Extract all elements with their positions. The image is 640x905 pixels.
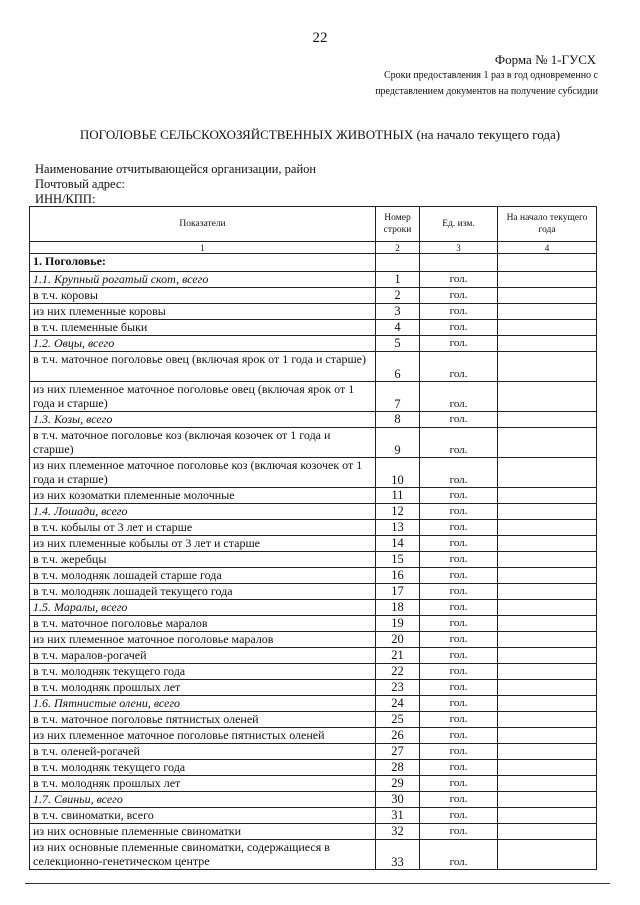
table-row: [30, 776, 597, 792]
table-row: [30, 664, 597, 680]
table-row: [30, 428, 597, 458]
row-number: 10: [376, 458, 420, 488]
indicator-label: 1.2. Овцы, всего: [30, 336, 376, 352]
value-cell[interactable]: [498, 428, 597, 458]
indicator-label: из них основные племенные свиноматки: [30, 824, 376, 840]
unit-cell: гол.: [420, 696, 498, 712]
column-index: 4: [498, 242, 597, 254]
row-number: 33: [376, 840, 420, 870]
footer-divider: [25, 883, 610, 884]
value-cell[interactable]: [498, 696, 597, 712]
table-row: [30, 272, 597, 288]
value-cell[interactable]: [498, 840, 597, 870]
indicator-label: в т.ч. свиноматки, всего: [30, 808, 376, 824]
value-cell[interactable]: [498, 288, 597, 304]
value-cell[interactable]: [498, 664, 597, 680]
indicator-label: 1.1. Крупный рогатый скот, всего: [30, 272, 376, 288]
value-cell[interactable]: [498, 600, 597, 616]
document-title: ПОГОЛОВЬЕ СЕЛЬСКОХОЗЯЙСТВЕННЫХ ЖИВОТНЫХ (на начало текущего года): [79, 127, 561, 142]
value-cell[interactable]: [498, 744, 597, 760]
row-number: 30: [376, 792, 420, 808]
value-cell[interactable]: [498, 776, 597, 792]
indicator-label: в т.ч. молодняк текущего года: [30, 760, 376, 776]
row-number: 12: [376, 504, 420, 520]
value-cell[interactable]: [498, 648, 597, 664]
table-row: [30, 648, 597, 664]
section-title: 1. Поголовье:: [30, 254, 376, 272]
header-unit: Ед. изм.: [420, 207, 498, 242]
indicator-label: в т.ч. оленей-рогачей: [30, 744, 376, 760]
table-row: [30, 808, 597, 824]
unit-cell: гол.: [420, 632, 498, 648]
row-number: 1: [376, 272, 420, 288]
table-row: [30, 568, 597, 584]
row-number: 25: [376, 712, 420, 728]
empty-cell: [420, 254, 498, 272]
unit-cell: гол.: [420, 776, 498, 792]
indicator-label: в т.ч. молодняк лошадей старше года: [30, 568, 376, 584]
column-index: 2: [376, 242, 420, 254]
value-cell[interactable]: [498, 504, 597, 520]
indicator-label: в т.ч. кобылы от 3 лет и старше: [30, 520, 376, 536]
indicator-label: в т.ч. маточное поголовье овец (включая ярок от 1 года и старше): [30, 352, 376, 382]
value-cell[interactable]: [498, 536, 597, 552]
row-number: 17: [376, 584, 420, 600]
unit-cell: гол.: [420, 488, 498, 504]
row-number: 3: [376, 304, 420, 320]
value-cell[interactable]: [498, 792, 597, 808]
section-row: [30, 254, 597, 272]
form-title: Форма № 1-ГУСХ: [494, 52, 596, 67]
indicator-label: в т.ч. молодняк текущего года: [30, 664, 376, 680]
indicator-label: из них племенное маточное поголовье коз (включая козочек от 1 года и старше): [30, 458, 376, 488]
unit-cell: гол.: [420, 808, 498, 824]
empty-cell: [376, 254, 420, 272]
column-index: 1: [30, 242, 376, 254]
row-number: 7: [376, 382, 420, 412]
table-row: [30, 600, 597, 616]
value-cell[interactable]: [498, 728, 597, 744]
value-cell[interactable]: [498, 616, 597, 632]
unit-cell: гол.: [420, 504, 498, 520]
row-number: 23: [376, 680, 420, 696]
table-row: [30, 696, 597, 712]
table-row: [30, 712, 597, 728]
indicator-label: 1.3. Козы, всего: [30, 412, 376, 428]
row-number: 22: [376, 664, 420, 680]
unit-cell: гол.: [420, 520, 498, 536]
table-body: [30, 254, 597, 870]
indicator-label: в т.ч. молодняк прошлых лет: [30, 776, 376, 792]
unit-cell: гол.: [420, 304, 498, 320]
table-row: [30, 744, 597, 760]
header-indicators: Показатели: [30, 207, 376, 242]
unit-cell: гол.: [420, 382, 498, 412]
table-row: [30, 792, 597, 808]
value-cell[interactable]: [498, 808, 597, 824]
table-row: [30, 288, 597, 304]
table-row: [30, 352, 597, 382]
row-number: 20: [376, 632, 420, 648]
value-cell[interactable]: [498, 520, 597, 536]
organization-info: [35, 162, 316, 207]
table-row: [30, 584, 597, 600]
unit-cell: гол.: [420, 568, 498, 584]
row-number: 32: [376, 824, 420, 840]
table-row: [30, 552, 597, 568]
row-number: 26: [376, 728, 420, 744]
header-start-of-year: На начало текущего года: [498, 207, 597, 242]
indicator-label: в т.ч. молодняк прошлых лет: [30, 680, 376, 696]
unit-cell: гол.: [420, 616, 498, 632]
column-index: 3: [420, 242, 498, 254]
row-number: 11: [376, 488, 420, 504]
value-cell[interactable]: [498, 304, 597, 320]
livestock-table: [29, 206, 597, 870]
row-number: 19: [376, 616, 420, 632]
value-cell[interactable]: [498, 680, 597, 696]
indicator-label: из них основные племенные свиноматки, содержащиеся в селекционно-генетическом центре: [30, 840, 376, 870]
row-number: 21: [376, 648, 420, 664]
table-row: [30, 520, 597, 536]
value-cell[interactable]: [498, 568, 597, 584]
row-number: 27: [376, 744, 420, 760]
value-cell[interactable]: [498, 712, 597, 728]
inn-kpp-label: ИНН/КПП:: [35, 192, 96, 206]
table-row: [30, 632, 597, 648]
table-row: [30, 304, 597, 320]
unit-cell: гол.: [420, 458, 498, 488]
value-cell[interactable]: [498, 336, 597, 352]
unit-cell: гол.: [420, 272, 498, 288]
indicator-label: из них племенное маточное поголовье овец (включая ярок от 1 года и старше): [30, 382, 376, 412]
indicator-label: из них племенное маточное поголовье пятнистых оленей: [30, 728, 376, 744]
value-cell[interactable]: [498, 272, 597, 288]
indicator-label: из них племенные кобылы от 3 лет и старше: [30, 536, 376, 552]
table-row: [30, 728, 597, 744]
postal-address-label: Почтовый адрес:: [35, 177, 125, 191]
indicator-label: 1.6. Пятнистые олени, всего: [30, 696, 376, 712]
row-number: 15: [376, 552, 420, 568]
indicator-label: в т.ч. маралов-рогачей: [30, 648, 376, 664]
row-number: 5: [376, 336, 420, 352]
unit-cell: гол.: [420, 760, 498, 776]
header-row-number: Номер строки: [376, 207, 420, 242]
value-cell[interactable]: [498, 824, 597, 840]
value-cell[interactable]: [498, 352, 597, 382]
unit-cell: гол.: [420, 412, 498, 428]
indicator-label: в т.ч. молодняк лошадей текущего года: [30, 584, 376, 600]
unit-cell: гол.: [420, 320, 498, 336]
table-row: [30, 488, 597, 504]
empty-cell: [498, 254, 597, 272]
unit-cell: гол.: [420, 680, 498, 696]
indicator-label: в т.ч. жеребцы: [30, 552, 376, 568]
table-row: [30, 320, 597, 336]
value-cell[interactable]: [498, 584, 597, 600]
indicator-label: в т.ч. маточное поголовье коз (включая козочек от 1 года и старше): [30, 428, 376, 458]
row-number: 2: [376, 288, 420, 304]
unit-cell: гол.: [420, 744, 498, 760]
unit-cell: гол.: [420, 552, 498, 568]
row-number: 6: [376, 352, 420, 382]
value-cell[interactable]: [498, 412, 597, 428]
unit-cell: гол.: [420, 428, 498, 458]
unit-cell: гол.: [420, 352, 498, 382]
value-cell[interactable]: [498, 458, 597, 488]
row-number: 31: [376, 808, 420, 824]
indicator-label: в т.ч. маточное поголовье пятнистых оленей: [30, 712, 376, 728]
value-cell[interactable]: [498, 382, 597, 412]
table-row: [30, 382, 597, 412]
indicator-label: в т.ч. коровы: [30, 288, 376, 304]
table-row: [30, 336, 597, 352]
value-cell[interactable]: [498, 488, 597, 504]
value-cell[interactable]: [498, 320, 597, 336]
value-cell[interactable]: [498, 632, 597, 648]
unit-cell: гол.: [420, 728, 498, 744]
page-number: 22: [312, 30, 328, 46]
unit-cell: гол.: [420, 584, 498, 600]
form-note-line: Сроки предоставления 1 раз в год одновременно с: [383, 70, 598, 81]
indicator-label: из них племенное маточное поголовье маралов: [30, 632, 376, 648]
row-number: 14: [376, 536, 420, 552]
value-cell[interactable]: [498, 552, 597, 568]
row-number: 18: [376, 600, 420, 616]
row-number: 16: [376, 568, 420, 584]
form-note-line: представлением документов на получение субсидии: [375, 86, 598, 97]
organization-name-label: Наименование отчитывающейся организации, район: [35, 162, 317, 176]
indicator-label: из них козоматки племенные молочные: [30, 488, 376, 504]
row-number: 9: [376, 428, 420, 458]
table-row: [30, 760, 597, 776]
table-row: [30, 412, 597, 428]
table-row: [30, 616, 597, 632]
row-number: 29: [376, 776, 420, 792]
column-index-row: [30, 242, 597, 254]
table-row: [30, 680, 597, 696]
table-row: [30, 824, 597, 840]
value-cell[interactable]: [498, 760, 597, 776]
unit-cell: гол.: [420, 600, 498, 616]
unit-cell: гол.: [420, 648, 498, 664]
indicator-label: в т.ч. маточное поголовье маралов: [30, 616, 376, 632]
row-number: 28: [376, 760, 420, 776]
unit-cell: гол.: [420, 288, 498, 304]
unit-cell: гол.: [420, 664, 498, 680]
row-number: 13: [376, 520, 420, 536]
table-row: [30, 536, 597, 552]
indicator-label: 1.7. Свиньи, всего: [30, 792, 376, 808]
indicator-label: 1.4. Лошади, всего: [30, 504, 376, 520]
table-header-row: [30, 207, 597, 242]
unit-cell: гол.: [420, 536, 498, 552]
indicator-label: 1.5. Маралы, всего: [30, 600, 376, 616]
unit-cell: гол.: [420, 336, 498, 352]
table-row: [30, 458, 597, 488]
unit-cell: гол.: [420, 712, 498, 728]
indicator-label: из них племенные коровы: [30, 304, 376, 320]
form-note: [238, 68, 598, 100]
unit-cell: гол.: [420, 792, 498, 808]
table-row: [30, 504, 597, 520]
row-number: 8: [376, 412, 420, 428]
row-number: 4: [376, 320, 420, 336]
unit-cell: гол.: [420, 840, 498, 870]
row-number: 24: [376, 696, 420, 712]
table-row: [30, 840, 597, 870]
indicator-label: в т.ч. племенные быки: [30, 320, 376, 336]
unit-cell: гол.: [420, 824, 498, 840]
